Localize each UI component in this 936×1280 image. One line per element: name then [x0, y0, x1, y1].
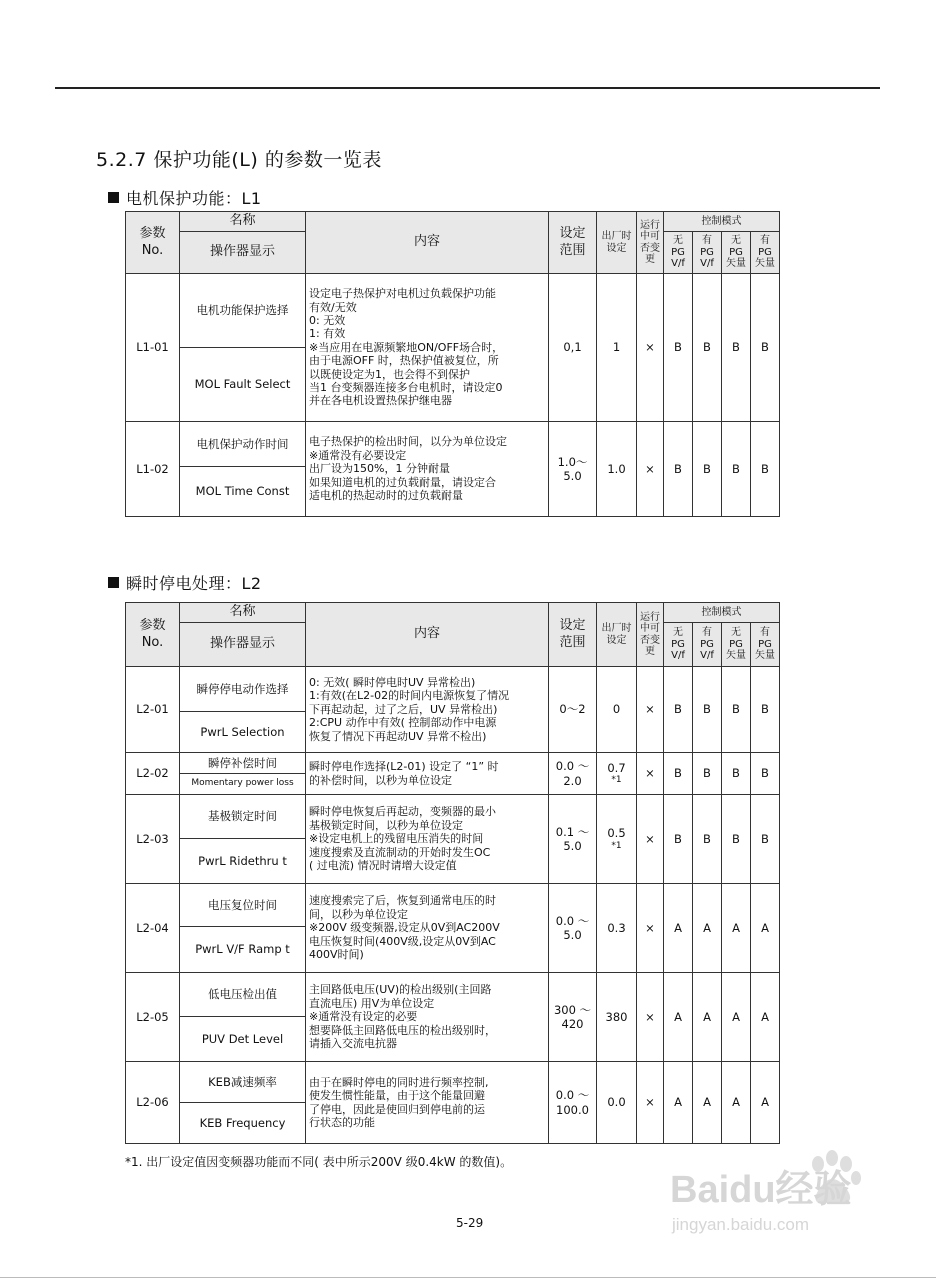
param-mode-2: B: [693, 422, 722, 517]
param-factory: 380: [597, 973, 637, 1062]
param-range: 1.0～ 5.0: [549, 422, 597, 517]
content-header: 内容: [306, 603, 549, 667]
param-range: 300 ～ 420: [549, 973, 597, 1062]
param-no: L2-06: [126, 1062, 180, 1144]
param-display: KEB Frequency: [180, 1103, 306, 1144]
param-range: 0.0 ～ 5.0: [549, 884, 597, 973]
param-range: 0.1 ～ 5.0: [549, 795, 597, 884]
param-name: 电机功能保护选择: [180, 274, 306, 348]
factory-header: 出厂时 设定: [597, 603, 637, 667]
param-mode-2: A: [693, 1062, 722, 1144]
l1-subtitle: [108, 186, 262, 209]
param-content: 瞬时停电作选择(L2-01) 设定了 “1” 时 的补偿时间，以秒为单位设定: [306, 753, 549, 795]
param-mode-2: B: [693, 753, 722, 795]
table-row: [126, 973, 780, 1017]
mode-header-3: 无 PG 矢量: [722, 623, 751, 667]
op-display-header: 操作器显示: [180, 232, 306, 274]
param-no: L2-03: [126, 795, 180, 884]
footnote: *1. 出厂设定值因变频器功能而不同( 表中所示200V 级0.4kW 的数值)。: [125, 1155, 513, 1169]
param-no-header: 参数 No.: [126, 212, 180, 274]
param-mode-1: A: [664, 973, 693, 1062]
section-title: 5.2.7 保护功能(L) 的参数一览表: [96, 149, 382, 171]
param-mode-1: A: [664, 1062, 693, 1144]
param-factory: 0.3: [597, 884, 637, 973]
param-factory: 1: [597, 274, 637, 422]
param-factory: 0.0: [597, 1062, 637, 1144]
param-range: 0～2: [549, 667, 597, 753]
param-no: L1-02: [126, 422, 180, 517]
param-no-header: 参数 No.: [126, 603, 180, 667]
param-mode-1: B: [664, 422, 693, 517]
param-runtime: ×: [637, 1062, 664, 1144]
param-mode-3: B: [722, 753, 751, 795]
param-mode-3: B: [722, 274, 751, 422]
param-display: PwrL V/F Ramp t: [180, 927, 306, 973]
param-display: PwrL Ridethru t: [180, 839, 306, 884]
param-mode-1: A: [664, 884, 693, 973]
l2-subtitle: [108, 571, 262, 594]
param-mode-3: B: [722, 422, 751, 517]
param-name: 瞬停补偿时间: [180, 753, 306, 774]
table-row: [126, 753, 780, 774]
control-mode-header: 控制模式: [664, 603, 780, 623]
param-mode-3: A: [722, 884, 751, 973]
param-display: MOL Time Const: [180, 467, 306, 517]
table-row: [126, 422, 780, 467]
param-mode-1: B: [664, 667, 693, 753]
mode-header-1: 无 PG V/f: [664, 623, 693, 667]
range-header: 设定 范围: [549, 212, 597, 274]
table-row: [126, 1062, 780, 1103]
param-factory: 0.7 *1: [597, 753, 637, 795]
bottom-rule: [0, 1277, 936, 1278]
l1-parameter-table: [125, 211, 780, 517]
watermark-url: jingyan.baidu.com: [672, 1215, 810, 1234]
param-mode-4: B: [751, 274, 780, 422]
param-mode-2: B: [693, 795, 722, 884]
param-mode-4: A: [751, 884, 780, 973]
param-content: 电子热保护的检出时间，以分为单位设定 ※通常没有必要设定 出厂设为150%，1 分钟耐量 如果知道电机的过负载耐量，请设定合 适电机的热起动时的过负载耐量: [306, 422, 549, 517]
param-display: PwrL Selection: [180, 712, 306, 753]
table-row: [126, 884, 780, 927]
l2-parameter-table: [125, 602, 780, 1144]
param-range: 0.0 ～ 100.0: [549, 1062, 597, 1144]
square-bullet-icon: [108, 192, 119, 203]
param-range: 0,1: [549, 274, 597, 422]
mode-header-2: 有 PG V/f: [693, 623, 722, 667]
header-rule: [55, 87, 880, 89]
param-display: PUV Det Level: [180, 1017, 306, 1062]
watermark-brand: Baidu经验: [670, 1169, 852, 1211]
content-header: 内容: [306, 212, 549, 274]
param-mode-3: A: [722, 1062, 751, 1144]
param-factory: 0.5 *1: [597, 795, 637, 884]
mode-header-4: 有 PG 矢量: [751, 232, 780, 274]
param-mode-1: B: [664, 753, 693, 795]
mode-header-2: 有 PG V/f: [693, 232, 722, 274]
baidu-watermark: [670, 1140, 900, 1270]
param-mode-2: B: [693, 274, 722, 422]
l2-title: 瞬时停电处理：L2: [126, 574, 262, 593]
param-content: 主回路低电压(UV)的检出级别(主回路 直流电压) 用V为单位设定 ※通常没有设定的必要 想要降低主回路低电压的检出级别时， 请插入交流电抗器: [306, 973, 549, 1062]
param-mode-3: B: [722, 795, 751, 884]
param-runtime: ×: [637, 274, 664, 422]
param-name: 低电压检出值: [180, 973, 306, 1017]
param-name: 电机保护动作时间: [180, 422, 306, 467]
param-name: KEB减速频率: [180, 1062, 306, 1103]
param-no: L2-01: [126, 667, 180, 753]
param-runtime: ×: [637, 973, 664, 1062]
runtime-header: 运行 中可 否变 更: [637, 603, 664, 667]
param-mode-4: B: [751, 795, 780, 884]
param-display: MOL Fault Select: [180, 348, 306, 422]
param-mode-1: B: [664, 274, 693, 422]
param-mode-4: A: [751, 1062, 780, 1144]
table-row: [126, 667, 780, 712]
param-range: 0.0 ～ 2.0: [549, 753, 597, 795]
page-number: 5-29: [456, 1216, 484, 1230]
param-no: L2-04: [126, 884, 180, 973]
param-content: 由于在瞬时停电的同时进行频率控制, 使发生惯性能量，由于这个能量回避 了停电，因此是使回归到停电前的运 行状态的功能: [306, 1062, 549, 1144]
mode-header-1: 无 PG V/f: [664, 232, 693, 274]
factory-header: 出厂时 设定: [597, 212, 637, 274]
param-mode-4: A: [751, 973, 780, 1062]
param-content: 0: 无效( 瞬时停电时UV 异常检出) 1:有效(在L2-02的时间内电源恢复了情况 下再起动起，过了之后，UV 异常检出) 2:CPU 动作中有效( 控制部动作中电源 恢复了情况下再起动UV 异常不检出): [306, 667, 549, 753]
param-mode-2: A: [693, 884, 722, 973]
param-mode-1: B: [664, 795, 693, 884]
mode-header-4: 有 PG 矢量: [751, 623, 780, 667]
param-mode-2: A: [693, 973, 722, 1062]
param-runtime: ×: [637, 884, 664, 973]
param-mode-2: B: [693, 667, 722, 753]
runtime-header: 运行 中可 否变 更: [637, 212, 664, 274]
param-content: 速度搜索完了后，恢复到通常电压的时 间，以秒为单位设定 ※200V 级变频器,设定从0V到AC200V 电压恢复时间(400V级,设定从0V到AC 400V时间): [306, 884, 549, 973]
param-name: 基极锁定时间: [180, 795, 306, 839]
control-mode-header: 控制模式: [664, 212, 780, 232]
param-no: L1-01: [126, 274, 180, 422]
param-runtime: ×: [637, 667, 664, 753]
param-factory: 0: [597, 667, 637, 753]
square-bullet-icon: [108, 577, 119, 588]
param-mode-4: B: [751, 753, 780, 795]
param-content: 瞬时停电恢复后再起动，变频器的最小 基极锁定时间，以秒为单位设定 ※设定电机上的残留电压消失的时间 速度搜索及直流制动的开始时发生OC ( 过电流) 情况时请增大设定值: [306, 795, 549, 884]
op-display-header: 操作器显示: [180, 623, 306, 667]
param-display: Momentary power loss: [180, 774, 306, 795]
param-name: 电压复位时间: [180, 884, 306, 927]
table-row: [126, 795, 780, 839]
param-mode-3: A: [722, 973, 751, 1062]
range-header: 设定 范围: [549, 603, 597, 667]
param-no: L2-02: [126, 753, 180, 795]
param-mode-4: B: [751, 422, 780, 517]
param-runtime: ×: [637, 422, 664, 517]
param-mode-3: B: [722, 667, 751, 753]
param-mode-4: B: [751, 667, 780, 753]
param-factory: 1.0: [597, 422, 637, 517]
mode-header-3: 无 PG 矢量: [722, 232, 751, 274]
param-runtime: ×: [637, 753, 664, 795]
name-header: 名称: [180, 212, 306, 232]
param-runtime: ×: [637, 795, 664, 884]
l1-title: 电机保护功能：L1: [126, 189, 262, 208]
table-row: [126, 274, 780, 348]
name-header: 名称: [180, 603, 306, 623]
param-no: L2-05: [126, 973, 180, 1062]
param-content: 设定电子热保护对电机过负载保护功能 有效/无效 0: 无效 1: 有效 ※当应用在电源频繁地ON/OFF场合时， 由于电源OFF 时，热保护值被复位，所 以既使设定为1，也会得不到保护 当1 台变频器连接多台电机时，请设定0 并在各电机设置热保护继电器: [306, 274, 549, 422]
param-name: 瞬停停电动作选择: [180, 667, 306, 712]
